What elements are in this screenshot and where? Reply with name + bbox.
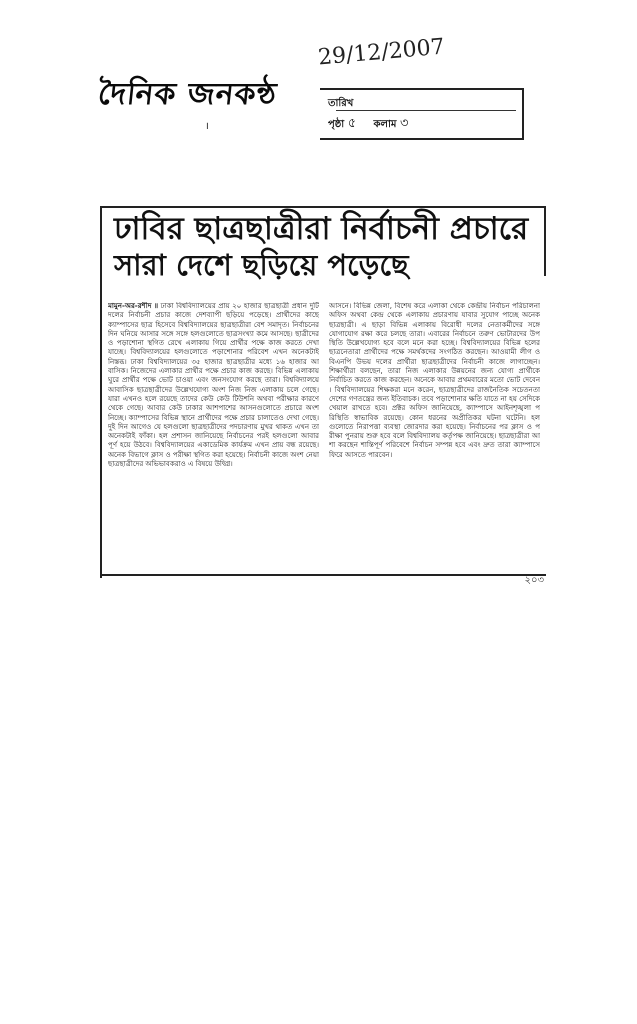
stamp-page-value: ৫ [347, 116, 357, 131]
stamp-page-row [328, 114, 408, 135]
clip-top-rule [100, 206, 546, 208]
article-byline: মামুন-অর-রশীদ ॥ [108, 302, 159, 310]
clip-right-rule [544, 206, 546, 276]
article-column-1 [108, 302, 319, 572]
article-column-2 [329, 302, 540, 572]
stamp-page-label: পৃষ্ঠা [328, 119, 345, 130]
handwritten-date: 29/12/2007 [317, 34, 446, 71]
footer-mark: ২০৩ [524, 575, 544, 586]
article-clipping [100, 206, 546, 598]
article-body [108, 302, 540, 572]
stamp-column-value: ৩ [399, 116, 409, 131]
headline-line-1: ঢাবির ছাত্রছাত্রীরা নির্বাচনী প্রচারে [114, 211, 529, 247]
clip-bottom-rule [100, 574, 546, 576]
article-column-1-text: ঢাকা বিশ্ববিদ্যালয়ের প্রায় ২০ হাজার ছাত্রছাত্রী প্রধান দুটি দলের নির্বাচনী প্রচার কাজে দেশব্যাপী ছড়িয়ে পড়েছে। প্রার্থীদের কাছে ক্যাম্পাসের ছাত্র হিসেবে বিশ্ববিদ্যালয়ের ছাত্রছাত্রীরা বেশ সমাদৃত। নির্বাচনের দিন ঘনিয়ে আসার সঙ্গে সঙ্গে হলগুলোতে ছাত্রসংখ্যা কমে আসছে। ছাত্রীদেরও পড়াশোনা স্থগিত রেখে এলাকায় গিয়ে প্রার্থীর পক্ষে কাজ করতে দেখা যাচ্ছে। বিশ্ববিদ্যালয়ের হলগুলোতে পড়াশোনার পরিবেশ এখন অনেকটাই নিস্তব্ধ। ঢাকা বিশ্ববিদ্যালয়ের ৩৫ হাজার ছাত্রছাত্রীর মধ্যে ১৬ হাজার আবাসিক। নিজেদের এলাকার প্রার্থীর পক্ষে প্রচার কাজ করছে। বিভিন্ন এলাকায় ঘুরে প্রার্থীর পক্ষে ভোট চাওয়া এবং জনসংযোগ করছে তারা। বিশ্ববিদ্যালয়ে আবাসিক ছাত্রছাত্রীদের উল্লেখযোগ্য অংশ নিজ নিজ এলাকায় চলে গেছে। যারা এখনও হলে রয়েছে তাদের কেউ কেউ টিউশনি অথবা পরীক্ষার কারণে থেকে গেছে। আবার কেউ ঢাকার আশপাশের আসনগুলোতে প্রচারে অংশ নিচ্ছে। ক্যাম্পাসের বিভিন্ন স্থানে প্রার্থীদের পক্ষে প্রচার চালাতেও দেখা গেছে। দুই দিন আগেও যে হলগুলো ছাত্রছাত্রীদের পদচারণায় মুখর থাকত এখন তা অনেকটাই ফাঁকা। হল প্রশাসন জানিয়েছে নির্বাচনের পরই হলগুলো আবার পূর্ণ হয়ে উঠবে। বিশ্ববিদ্যালয়ের একাডেমিক কার্যক্রম এখন প্রায় বন্ধ রয়েছে। অনেক বিভাগে ক্লাস ও পরীক্ষা স্থগিত করা হয়েছে। নির্বাচনী কাজে অংশ নেয়া ছাত্রছাত্রীদের অভিভাবকরাও এ বিষয়ে উদ্বিগ্ন। [108, 302, 319, 469]
stamp-divider [336, 110, 516, 111]
stamp-date-label: তারিখ [328, 98, 354, 109]
margin-mark: । [205, 121, 209, 132]
archive-stamp [320, 88, 524, 140]
newspaper-name: দৈনিক জনকন্ঠ [96, 77, 279, 112]
article-headline [114, 212, 534, 282]
stamp-column-label: কলাম [373, 119, 397, 130]
clip-left-rule [100, 206, 102, 578]
article-column-2-text: আসনে। বিভিন্ন জেলা, বিশেষ করে এলাকা থেকে কেন্দ্রীয় নির্বাচন পরিচালনা অফিস অথবা কেন্দ্র থেকে এলাকায় প্রচারণায় যাবার সুযোগ পাচ্ছে অনেক ছাত্রছাত্রী। এ ছাড়া বিভিন্ন এলাকায় বিরোধী দলের নেতাকর্মীদের সঙ্গে যোগাযোগ রক্ষা করে চলছে তারা। এবারের নির্বাচনে তরুণ ভোটারদের উপস্থিতি উল্লেখযোগ্য হবে বলে মনে করা হচ্ছে। বিশ্ববিদ্যালয়ের বিভিন্ন হলের ছাত্রনেতারা প্রার্থীদের পক্ষে সমর্থকদের সংগঠিত করছেন। আওয়ামী লীগ ও বিএনপি উভয় দলের প্রার্থীরা ছাত্রছাত্রীদের নির্বাচনী কাজে লাগাচ্ছেন। শিক্ষার্থীরা বলছেন, তারা নিজ এলাকার উন্নয়নের জন্য যোগ্য প্রার্থীকে নির্বাচিত করতে কাজ করছেন। অনেকে আবার প্রথমবারের মতো ভোট দেবেন। বিশ্ববিদ্যালয়ের শিক্ষকরা মনে করেন, ছাত্রছাত্রীদের রাজনৈতিক সচেতনতা দেশের গণতন্ত্রের জন্য ইতিবাচক। তবে পড়াশোনার ক্ষতি যাতে না হয় সেদিকে খেয়াল রাখতে হবে। প্রক্টর অফিস জানিয়েছে, ক্যাম্পাসে আইনশৃঙ্খলা পরিস্থিতি স্বাভাবিক রয়েছে। কোন ধরনের অপ্রীতিকর ঘটনা ঘটেনি। হলগুলোতে নিরাপত্তা ব্যবস্থা জোরদার করা হয়েছে। নির্বাচনের পর ক্লাস ও পরীক্ষা পুনরায় শুরু হবে বলে বিশ্ববিদ্যালয় কর্তৃপক্ষ জানিয়েছে। ছাত্রছাত্রীরা আশা করছেন শান্তিপূর্ণ পরিবেশে নির্বাচন সম্পন্ন হবে এবং দ্রুত তারা ক্যাম্পাসে ফিরে আসতে পারবেন। [329, 302, 540, 459]
headline-line-2: সারা দেশে ছড়িয়ে পড়েছে [114, 248, 409, 283]
